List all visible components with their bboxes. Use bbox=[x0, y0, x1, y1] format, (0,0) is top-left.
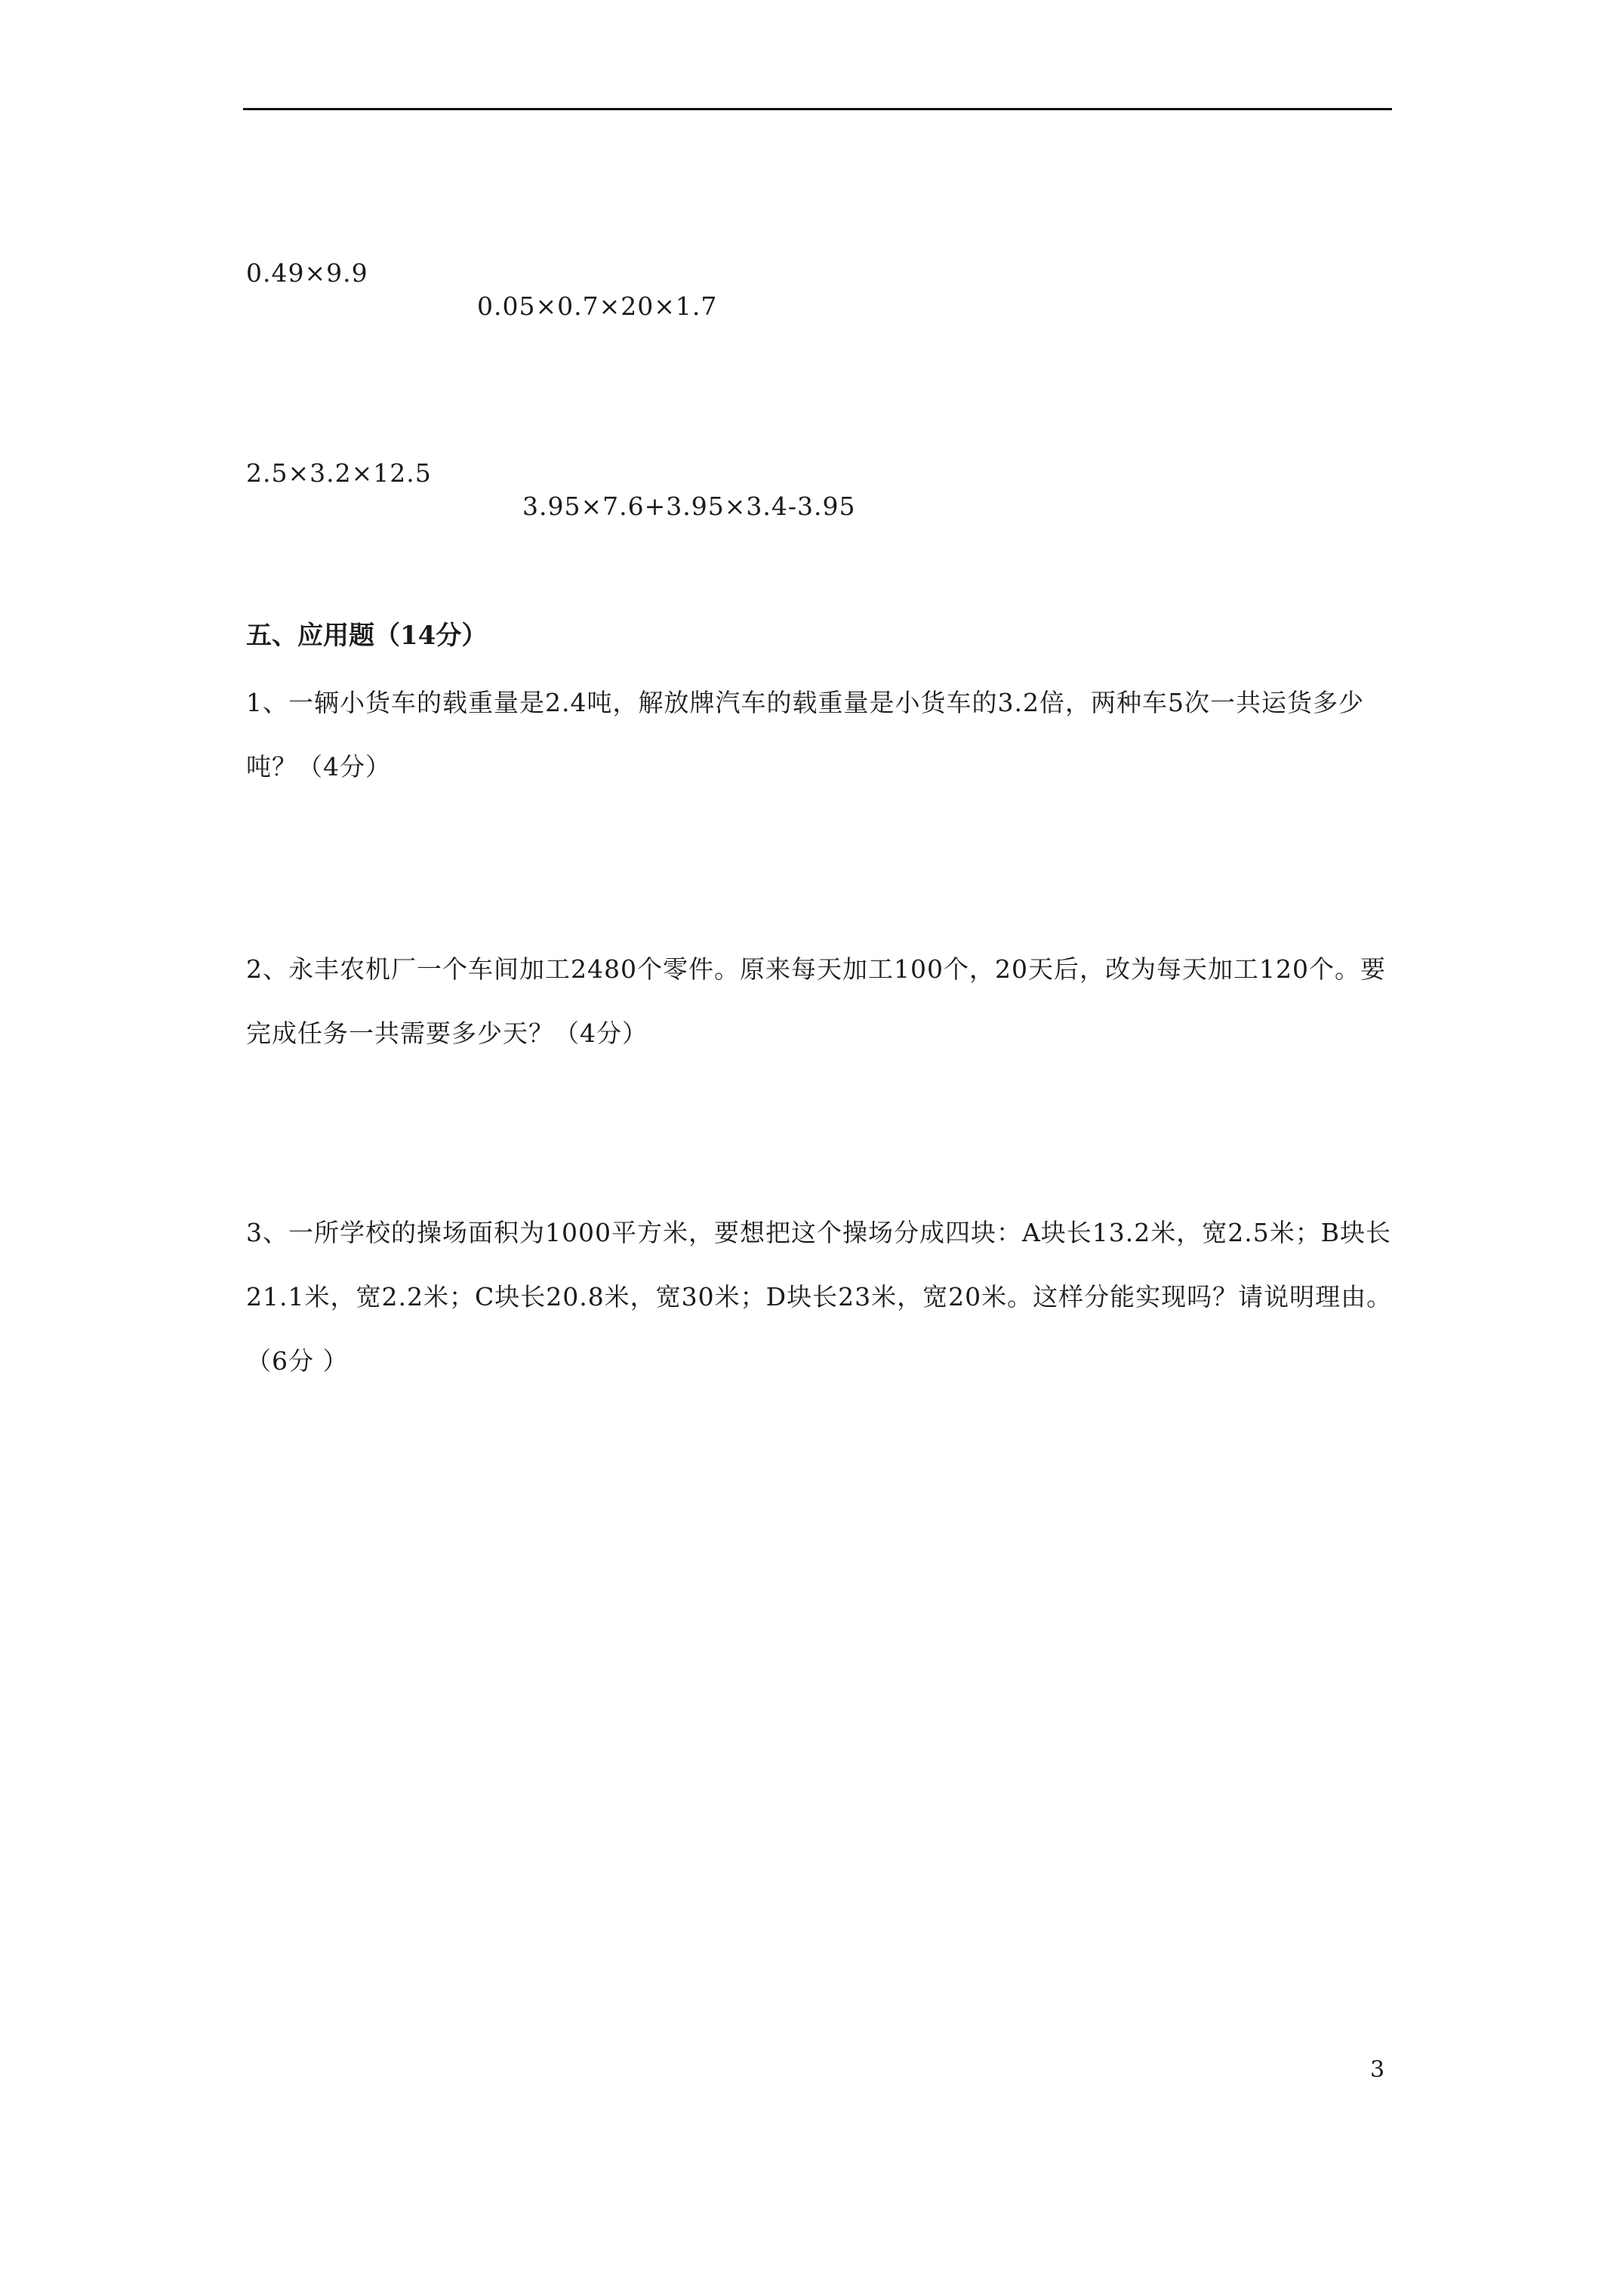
calc-row-2 bbox=[246, 424, 856, 556]
calc-expression: 2.5×3.2×12.5 bbox=[246, 458, 432, 488]
header-rule bbox=[243, 108, 1392, 110]
section-title: 五、应用题（14分） bbox=[246, 621, 488, 651]
calc-expression: 3.95×7.6+3.95×3.4-3.95 bbox=[522, 492, 856, 521]
calc-row-1 bbox=[246, 223, 718, 356]
question-1: 1、一辆小货车的载重量是2.4吨，解放牌汽车的载重量是小货车的3.2倍，两种车5次一共运货多少吨？（4分） bbox=[246, 688, 1364, 781]
calc-expression: 0.05×0.7×20×1.7 bbox=[477, 291, 718, 321]
page-number: 3 bbox=[1370, 2057, 1385, 2083]
question-2: 2、永丰农机厂一个车间加工2480个零件。原来每天加工100个，20天后，改为每天加工120个。要完成任务一共需要多少天？（4分） bbox=[246, 954, 1386, 1048]
calc-expression: 0.49×9.9 bbox=[246, 258, 368, 288]
question-3: 3、一所学校的操场面积为1000平方米，要想把这个操场分成四块：A块长13.2米，宽2.5米；B块长21.1米，宽2.2米；C块长20.8米，宽30米；D块长23米，宽20米。这样分能实现吗？请说明理由。（6分 ） bbox=[246, 1218, 1393, 1376]
